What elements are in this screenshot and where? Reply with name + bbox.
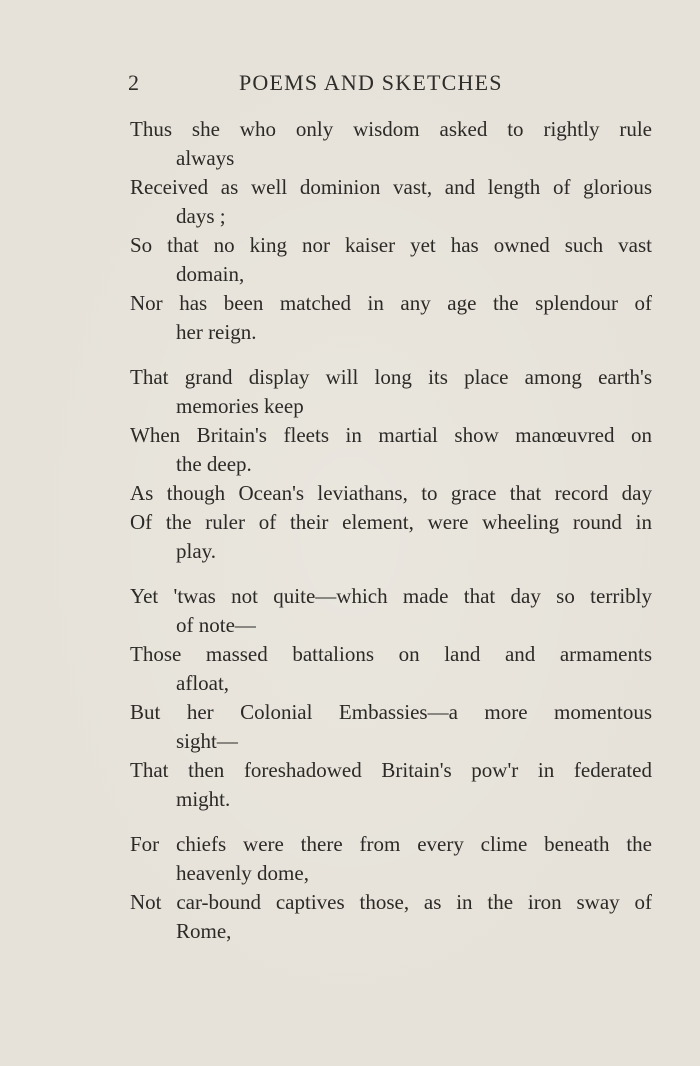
- poem-line-continuation: always: [176, 146, 235, 170]
- poem-line: Yet 'twas not quite—which made that day so terribly: [130, 584, 652, 608]
- poem-line-continuation: afloat,: [176, 671, 230, 695]
- page-header: [128, 70, 548, 98]
- stanza: [130, 830, 655, 946]
- poem-line-continuation: play.: [176, 539, 217, 563]
- poem-line: Those massed battalions on land and armaments: [130, 642, 652, 666]
- poem-line-continuation: heavenly dome,: [176, 861, 309, 885]
- poem-line: When Britain's fleets in martial show manœuvred on: [130, 423, 652, 447]
- poem-line: As though Ocean's leviathans, to grace that record day: [130, 481, 652, 505]
- poem-line: That grand display will long its place among earth's: [130, 365, 652, 389]
- poem-line: Thus she who only wisdom asked to rightly rule: [130, 117, 652, 141]
- poem-line: So that no king nor kaiser yet has owned such vast: [130, 233, 652, 257]
- poem-line-continuation: Rome,: [176, 919, 232, 943]
- poem-line-continuation: her reign.: [176, 320, 257, 344]
- poem-line-continuation: the deep.: [176, 452, 252, 476]
- poem-line-continuation: domain,: [176, 262, 245, 286]
- poem-line: Received as well dominion vast, and length of glorious: [130, 175, 652, 199]
- poem-line: For chiefs were there from every clime beneath the: [130, 832, 652, 856]
- running-title: POEMS AND SKETCHES: [239, 70, 503, 95]
- poem-line: That then foreshadowed Britain's pow'r in federated: [130, 758, 652, 782]
- poem-text: [130, 115, 655, 962]
- poem-line-continuation: of note—: [176, 613, 256, 637]
- poem-line: Of the ruler of their element, were wheeling round in: [130, 510, 652, 534]
- stanza: [130, 582, 655, 814]
- poem-line-continuation: memories keep: [176, 394, 304, 418]
- poem-line-continuation: days ;: [176, 204, 226, 228]
- poem-line-continuation: might.: [176, 787, 231, 811]
- stanza: [130, 115, 655, 347]
- poem-line-continuation: sight—: [176, 729, 238, 753]
- poem-line: But her Colonial Embassies—a more momentous: [130, 700, 652, 724]
- poem-line: Not car-bound captives those, as in the iron sway of: [130, 890, 652, 914]
- stanza: [130, 363, 655, 566]
- page-number: 2: [128, 70, 139, 95]
- poem-line: Nor has been matched in any age the splendour of: [130, 291, 652, 315]
